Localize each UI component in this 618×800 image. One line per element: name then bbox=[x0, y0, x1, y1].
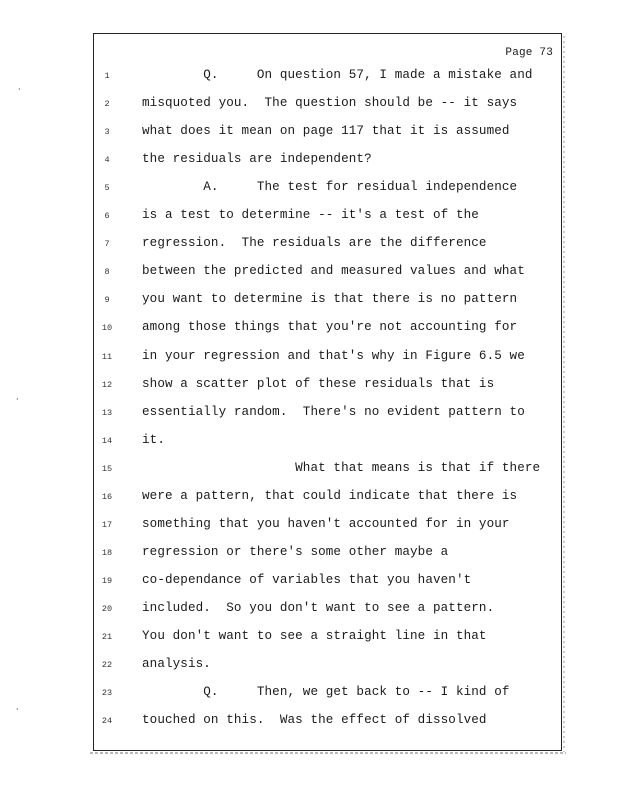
line-number: 21 bbox=[101, 632, 113, 642]
transcript-line bbox=[94, 207, 561, 227]
line-text: analysis. bbox=[142, 657, 211, 672]
transcript-line bbox=[94, 628, 561, 648]
line-text: regression. The residuals are the difference bbox=[142, 236, 487, 251]
line-text: in your regression and that's why in Figure 6.5 we bbox=[142, 348, 525, 363]
transcript-line bbox=[94, 376, 561, 396]
line-number: 6 bbox=[104, 211, 110, 222]
transcript-line bbox=[94, 460, 561, 480]
line-number: 24 bbox=[101, 716, 113, 727]
line-text: show a scatter plot of these residuals that is bbox=[142, 376, 495, 391]
line-number: 12 bbox=[101, 379, 113, 390]
transcript-line bbox=[94, 291, 561, 311]
line-number: 2 bbox=[104, 99, 110, 110]
transcript-line bbox=[94, 151, 561, 171]
page-edge-right bbox=[563, 36, 565, 752]
line-number: 7 bbox=[104, 239, 110, 250]
line-number: 14 bbox=[101, 435, 113, 446]
line-number: 17 bbox=[101, 519, 113, 530]
scan-mark-bottom: ⸳ bbox=[16, 703, 19, 714]
line-text: it. bbox=[142, 432, 165, 447]
line-number: 5 bbox=[104, 183, 110, 194]
line-number: 15 bbox=[101, 463, 113, 474]
line-text: touched on this. Was the effect of dissolved bbox=[142, 713, 487, 728]
line-number: 10 bbox=[101, 323, 113, 334]
transcript-line bbox=[94, 572, 561, 592]
transcript-line bbox=[94, 263, 561, 283]
line-text: the residuals are independent? bbox=[142, 152, 372, 167]
line-number: 23 bbox=[101, 688, 113, 699]
line-number: 11 bbox=[101, 351, 113, 362]
line-number: 16 bbox=[101, 491, 113, 502]
line-text: something that you haven't accounted for in your bbox=[142, 516, 510, 531]
line-text: regression or there's some other maybe a bbox=[142, 544, 449, 559]
line-text: is a test to determine -- it's a test of the bbox=[142, 208, 479, 223]
line-number: 3 bbox=[104, 127, 110, 138]
line-number: 1 bbox=[104, 71, 110, 81]
transcript-line bbox=[94, 432, 561, 452]
line-text: co-dependance of variables that you haven't bbox=[142, 572, 472, 587]
line-number: 18 bbox=[101, 547, 113, 558]
scan-mark-middle: ⸳ bbox=[16, 393, 19, 404]
line-text: A. The test for residual independence bbox=[142, 180, 518, 195]
transcript-line bbox=[94, 67, 561, 87]
transcript-line bbox=[94, 235, 561, 255]
line-text: you want to determine is that there is no pattern bbox=[142, 292, 518, 307]
line-text: between the predicted and measured values and what bbox=[142, 264, 525, 279]
line-text: Q. On question 57, I made a mistake and bbox=[142, 68, 533, 82]
transcript-line bbox=[94, 179, 561, 199]
transcript-line bbox=[94, 656, 561, 676]
line-number: 20 bbox=[101, 603, 113, 614]
line-number: 9 bbox=[104, 295, 110, 306]
line-text: What that means is that if there bbox=[142, 460, 541, 475]
line-number: 22 bbox=[101, 660, 113, 671]
scan-mark-top: ⸳ bbox=[18, 83, 21, 94]
line-number: 8 bbox=[104, 267, 110, 278]
line-number: 13 bbox=[101, 407, 113, 418]
transcript-line bbox=[94, 348, 561, 368]
line-text: essentially random. There's no evident pattern to bbox=[142, 404, 525, 419]
transcript-line bbox=[94, 95, 561, 115]
page-edge-bottom bbox=[90, 752, 566, 754]
transcript-line bbox=[94, 516, 561, 536]
transcript-line bbox=[94, 544, 561, 564]
line-text: were a pattern, that could indicate that there is bbox=[142, 488, 518, 503]
transcript-line bbox=[94, 712, 561, 732]
line-text: among those things that you're not accounting for bbox=[142, 320, 518, 335]
transcript-line bbox=[94, 319, 561, 339]
page-number: Page 73 bbox=[505, 47, 553, 59]
line-text: included. So you don't want to see a pattern. bbox=[142, 600, 495, 615]
line-number: 4 bbox=[104, 155, 110, 166]
transcript-line bbox=[94, 684, 561, 704]
transcript-line bbox=[94, 123, 561, 143]
transcript-line bbox=[94, 404, 561, 424]
transcript-line bbox=[94, 488, 561, 508]
line-text: misquoted you. The question should be -- it says bbox=[142, 96, 518, 111]
line-text: what does it mean on page 117 that it is assumed bbox=[142, 124, 510, 139]
line-number: 19 bbox=[101, 575, 113, 586]
transcript-line bbox=[94, 600, 561, 620]
line-text: Q. Then, we get back to -- I kind of bbox=[142, 685, 510, 700]
transcript-page bbox=[93, 33, 562, 751]
line-text: You don't want to see a straight line in that bbox=[142, 629, 487, 643]
